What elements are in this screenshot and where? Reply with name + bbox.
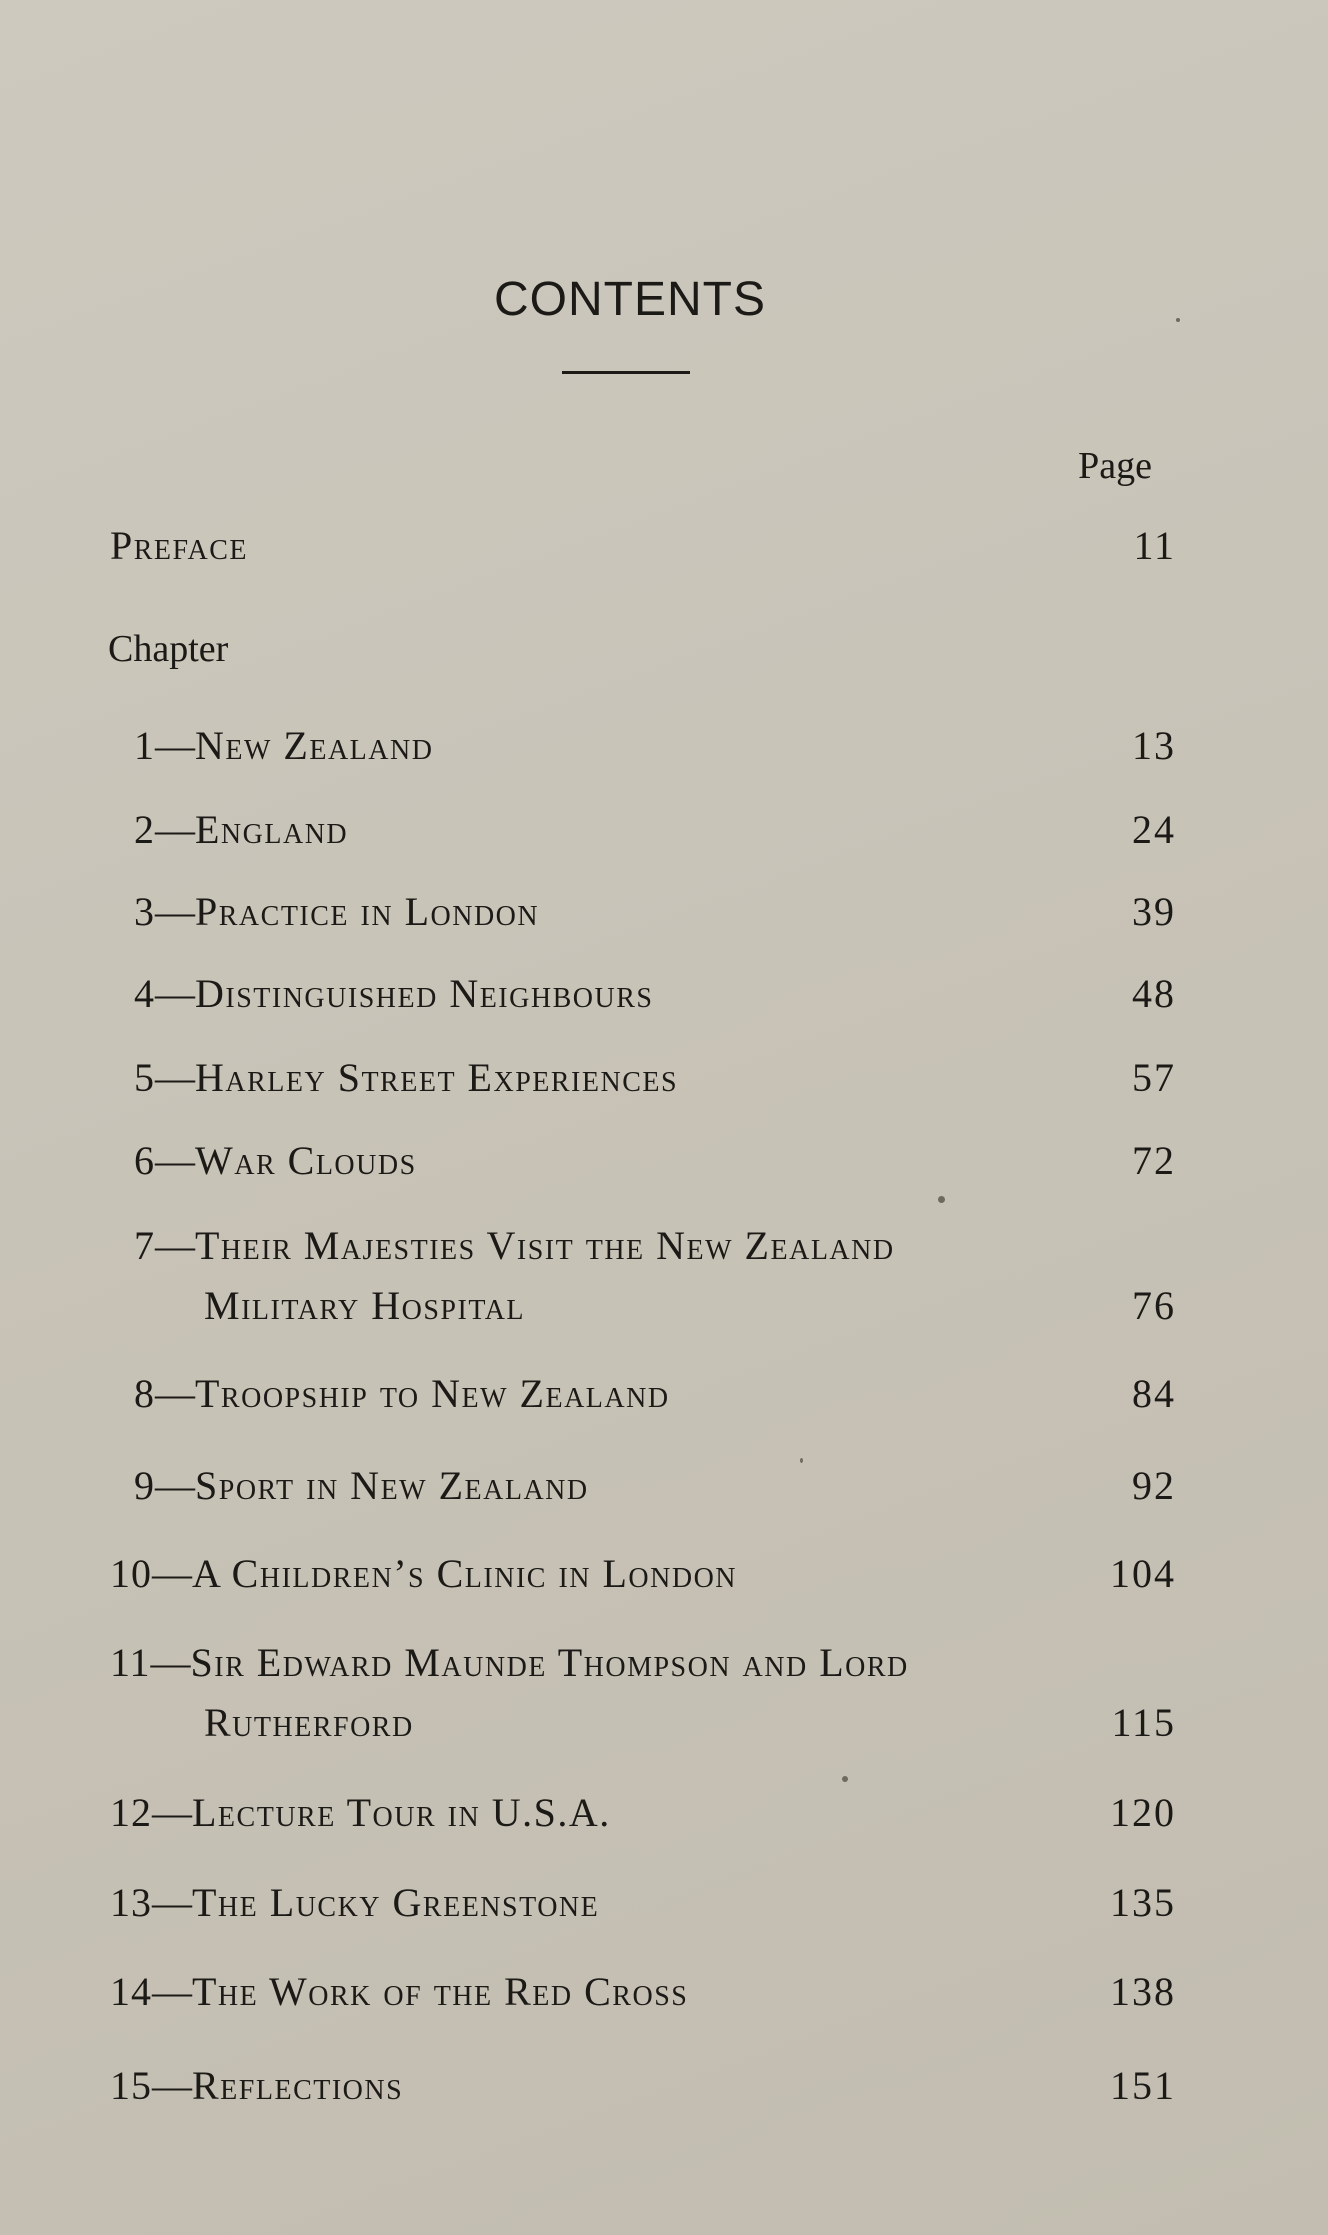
preface-label: Preface bbox=[110, 523, 249, 568]
chapter-page: 138 bbox=[1110, 1969, 1176, 2014]
chapter-entry bbox=[110, 1783, 611, 1843]
chapter-entry bbox=[134, 716, 433, 776]
chapter-title: England bbox=[195, 807, 349, 852]
chapter-number: 10 bbox=[110, 1551, 152, 1596]
chapter-entry bbox=[110, 2056, 403, 2116]
chapter-separator: — bbox=[155, 1055, 195, 1100]
chapter-page: 120 bbox=[1110, 1790, 1176, 1835]
preface-page: 11 bbox=[1133, 523, 1176, 568]
chapter-title: The Work of the Red Cross bbox=[192, 1969, 689, 2014]
chapter-number: 5 bbox=[134, 1055, 155, 1100]
chapter-page: 72 bbox=[1132, 1138, 1176, 1183]
chapter-separator: — bbox=[150, 1640, 191, 1685]
chapter-title: Lecture Tour in U.S.A. bbox=[192, 1790, 611, 1835]
paper-speck bbox=[1176, 318, 1180, 322]
chapter-page: 48 bbox=[1132, 971, 1176, 1016]
chapter-separator: — bbox=[155, 889, 195, 934]
chapter-entry bbox=[134, 1216, 895, 1276]
chapter-number: 4 bbox=[134, 971, 155, 1016]
chapter-title: Their Majesties Visit the New Zealand bbox=[195, 1223, 895, 1268]
chapter-title: Distinguished Neighbours bbox=[195, 971, 654, 1016]
chapter-page: 135 bbox=[1110, 1880, 1176, 1925]
chapter-title: Sport in New Zealand bbox=[195, 1463, 589, 1508]
chapter-number: 12 bbox=[110, 1790, 152, 1835]
chapter-separator: — bbox=[152, 1790, 192, 1835]
chapter-page: 92 bbox=[1132, 1463, 1176, 1508]
chapter-entry bbox=[110, 1873, 599, 1933]
chapter-page: 115 bbox=[1111, 1700, 1176, 1745]
chapter-separator: — bbox=[155, 1463, 195, 1508]
chapter-entry bbox=[110, 1633, 909, 1693]
chapter-label: Chapter bbox=[108, 628, 229, 670]
chapter-title-continued: Military Hospital bbox=[204, 1283, 526, 1328]
page-column-label: Page bbox=[1078, 445, 1152, 487]
chapter-title: Harley Street Experiences bbox=[195, 1055, 679, 1100]
chapter-number: 13 bbox=[110, 1880, 152, 1925]
chapter-entry bbox=[110, 1962, 688, 2022]
chapter-separator: — bbox=[152, 1969, 192, 2014]
page-title: CONTENTS bbox=[494, 273, 766, 326]
paper-speck bbox=[800, 1458, 803, 1463]
chapter-separator: — bbox=[155, 1138, 195, 1183]
chapter-title: Reflections bbox=[192, 2063, 404, 2108]
chapter-entry bbox=[134, 882, 539, 942]
chapter-page: 84 bbox=[1132, 1371, 1176, 1416]
chapter-title: The Lucky Greenstone bbox=[192, 1880, 600, 1925]
chapter-page: 151 bbox=[1110, 2063, 1176, 2108]
chapter-entry bbox=[134, 1048, 678, 1108]
chapter-page: 76 bbox=[1132, 1283, 1176, 1328]
chapter-separator: — bbox=[152, 1880, 192, 1925]
chapter-separator: — bbox=[155, 1223, 195, 1268]
chapter-entry bbox=[134, 1131, 417, 1191]
chapter-title-continued: Rutherford bbox=[204, 1700, 414, 1745]
chapter-number: 1 bbox=[134, 723, 155, 768]
chapter-entry bbox=[134, 964, 653, 1024]
chapter-number: 9 bbox=[134, 1463, 155, 1508]
chapter-separator: — bbox=[152, 1551, 192, 1596]
paper-speck bbox=[938, 1196, 945, 1203]
chapter-entry bbox=[134, 1364, 670, 1424]
chapter-page: 13 bbox=[1132, 723, 1176, 768]
chapter-separator: — bbox=[152, 2063, 192, 2108]
chapter-title: Practice in London bbox=[195, 889, 540, 934]
chapter-title: A Children’s Clinic in London bbox=[192, 1551, 738, 1596]
chapter-page: 57 bbox=[1132, 1055, 1176, 1100]
chapter-entry bbox=[134, 1456, 589, 1516]
chapter-entry bbox=[134, 800, 348, 860]
chapter-number: 2 bbox=[134, 807, 155, 852]
chapter-title: Troopship to New Zealand bbox=[195, 1371, 670, 1416]
chapter-number: 8 bbox=[134, 1371, 155, 1416]
chapter-number: 14 bbox=[110, 1969, 152, 2014]
chapter-page: 39 bbox=[1132, 889, 1176, 934]
title-rule bbox=[562, 371, 690, 374]
chapter-number: 11 bbox=[110, 1640, 151, 1685]
chapter-number: 6 bbox=[134, 1138, 155, 1183]
chapter-number: 3 bbox=[134, 889, 155, 934]
chapter-title: New Zealand bbox=[195, 723, 434, 768]
chapter-separator: — bbox=[155, 807, 195, 852]
chapter-separator: — bbox=[155, 1371, 195, 1416]
chapter-number: 15 bbox=[110, 2063, 152, 2108]
paper-speck bbox=[842, 1776, 848, 1782]
chapter-title: War Clouds bbox=[195, 1138, 417, 1183]
chapter-entry bbox=[110, 1544, 737, 1604]
chapter-title: Sir Edward Maunde Thompson and Lord bbox=[190, 1640, 909, 1685]
chapter-page: 104 bbox=[1110, 1551, 1176, 1596]
chapter-number: 7 bbox=[134, 1223, 155, 1268]
chapter-separator: — bbox=[155, 723, 195, 768]
chapter-page: 24 bbox=[1132, 807, 1176, 852]
chapter-separator: — bbox=[155, 971, 195, 1016]
